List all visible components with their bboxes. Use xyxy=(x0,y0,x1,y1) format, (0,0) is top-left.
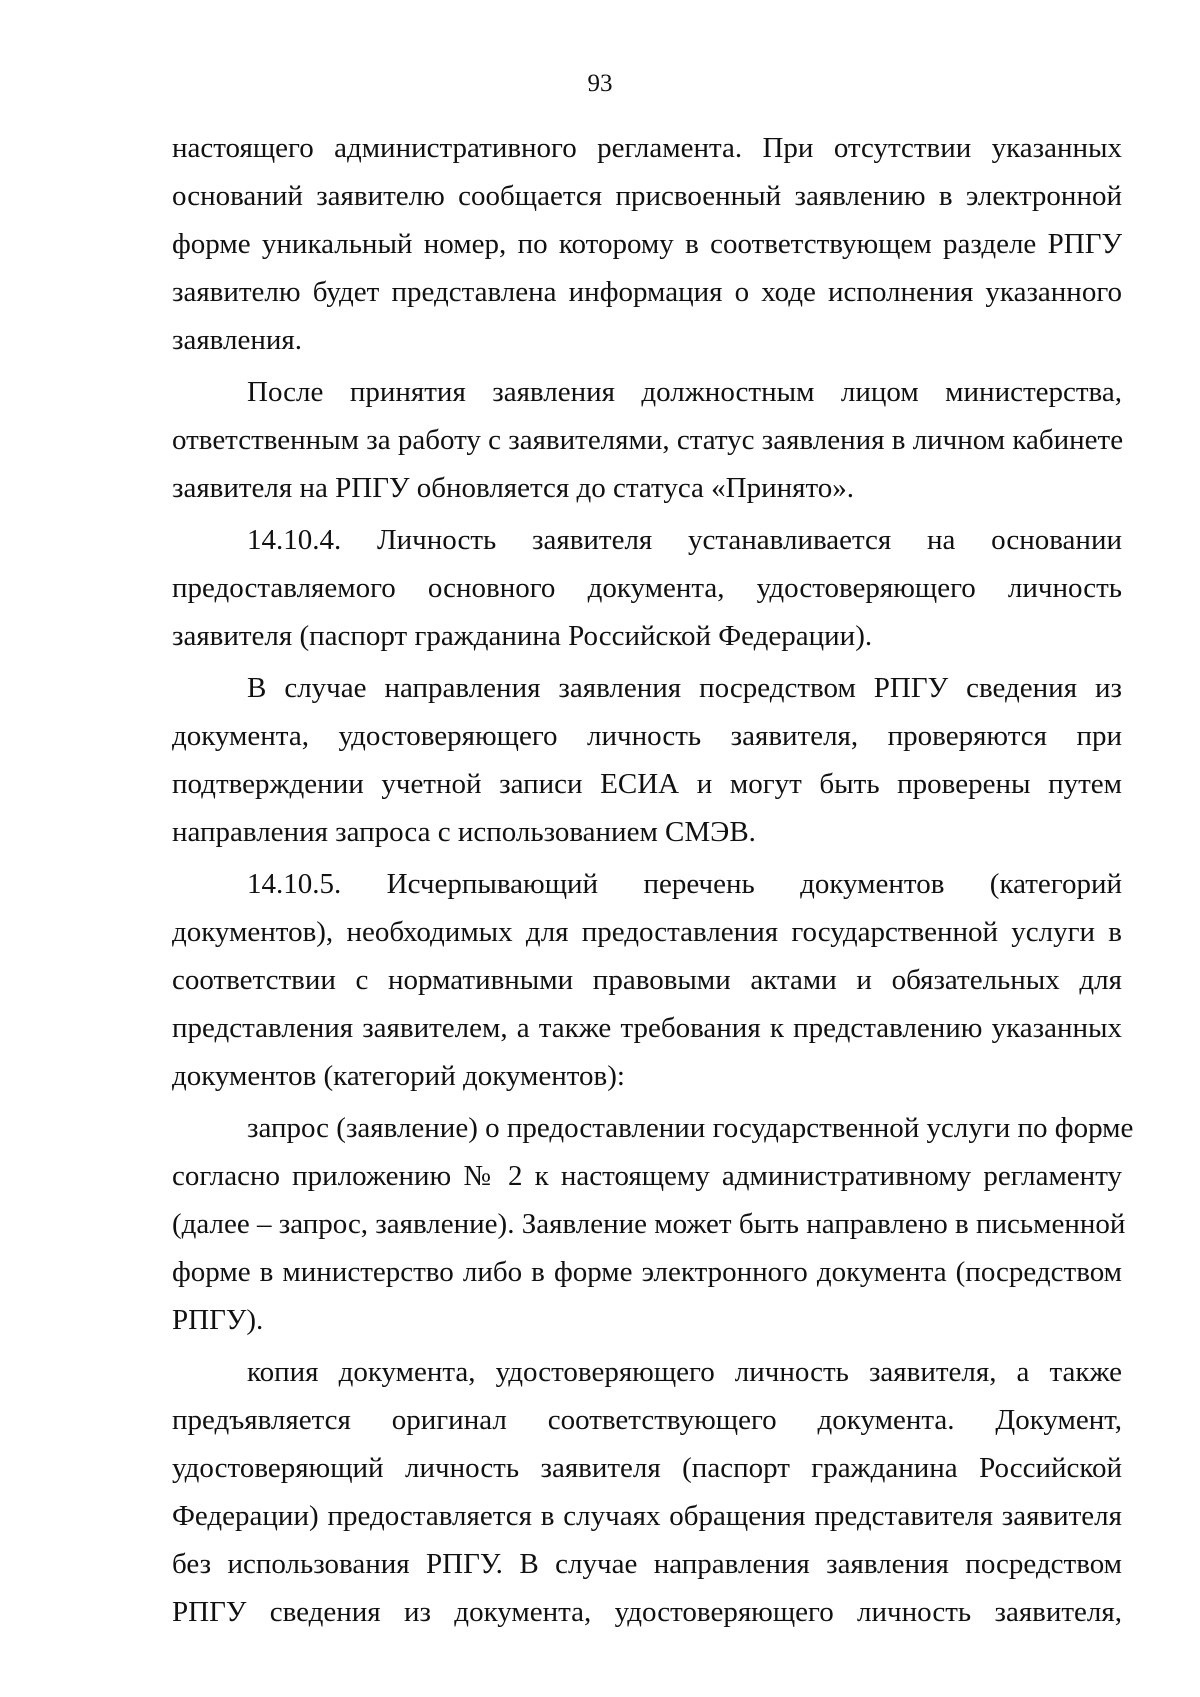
text-line: После принятия заявления должностным лицом министерства, xyxy=(247,376,1122,408)
text-line: документов (категорий документов): xyxy=(172,1060,625,1092)
paragraph xyxy=(172,1348,1122,1636)
paragraph xyxy=(172,516,1122,660)
text-line: 14.10.5. Исчерпывающий перечень документов (категорий xyxy=(247,868,1122,900)
text-line: 14.10.4. Личность заявителя устанавливается на основании xyxy=(247,524,1122,556)
page-number: 93 xyxy=(587,70,613,97)
document-body xyxy=(172,124,1134,1636)
paragraph xyxy=(172,664,1122,856)
text-line: предоставляемого основного документа, удостоверяющего личность xyxy=(172,572,1122,604)
text-line: настоящего административного регламента. При отсутствии указанных xyxy=(172,132,1122,164)
text-line: подтверждении учетной записи ЕСИА и могут быть проверены путем xyxy=(172,768,1122,800)
text-line: направления запроса с использованием СМЭВ. xyxy=(172,816,756,848)
text-line: запрос (заявление) о предоставлении государственной услуги по форме xyxy=(247,1112,1134,1144)
text-line: Федерации) предоставляется в случаях обращения представителя заявителя xyxy=(172,1500,1122,1532)
text-line: соответствии с нормативными правовыми актами и обязательных для xyxy=(172,964,1122,996)
text-line: документов), необходимых для предоставления государственной услуги в xyxy=(172,916,1122,948)
text-line: копия документа, удостоверяющего личность заявителя, а также xyxy=(247,1356,1122,1388)
text-line: РПГУ). xyxy=(172,1304,264,1336)
paragraph xyxy=(172,124,1122,364)
text-line: РПГУ сведения из документа, удостоверяющего личность заявителя, xyxy=(172,1596,1122,1628)
text-line: В случае направления заявления посредством РПГУ сведения из xyxy=(247,672,1122,704)
text-line: (далее – запрос, заявление). Заявление может быть направлено в письменной xyxy=(172,1208,1126,1240)
text-line: ответственным за работу с заявителями, статус заявления в личном кабинете xyxy=(172,424,1124,456)
text-line: представления заявителем, а также требования к представлению указанных xyxy=(172,1012,1122,1044)
text-line: заявления. xyxy=(172,324,302,356)
text-line: заявителя (паспорт гражданина Российской Федерации). xyxy=(172,620,873,652)
text-line: предъявляется оригинал соответствующего документа. Документ, xyxy=(172,1404,1122,1436)
paragraph xyxy=(172,860,1122,1100)
paragraph xyxy=(172,1104,1134,1344)
text-line: без использования РПГУ. В случае направления заявления посредством xyxy=(172,1548,1122,1580)
text-line: заявителю будет представлена информация о ходе исполнения указанного xyxy=(172,276,1122,308)
text-line: форме уникальный номер, по которому в соответствующем разделе РПГУ xyxy=(172,228,1122,260)
text-line: заявителя на РПГУ обновляется до статуса «Принято». xyxy=(172,472,855,504)
paragraph xyxy=(172,368,1122,512)
text-line: удостоверяющий личность заявителя (паспорт гражданина Российской xyxy=(172,1452,1122,1484)
text-line: согласно приложению № 2 к настоящему административному регламенту xyxy=(172,1160,1122,1192)
text-line: документа, удостоверяющего личность заявителя, проверяются при xyxy=(172,720,1122,752)
text-line: форме в министерство либо в форме электронного документа (посредством xyxy=(172,1256,1122,1288)
text-line: оснований заявителю сообщается присвоенный заявлению в электронной xyxy=(172,180,1122,212)
